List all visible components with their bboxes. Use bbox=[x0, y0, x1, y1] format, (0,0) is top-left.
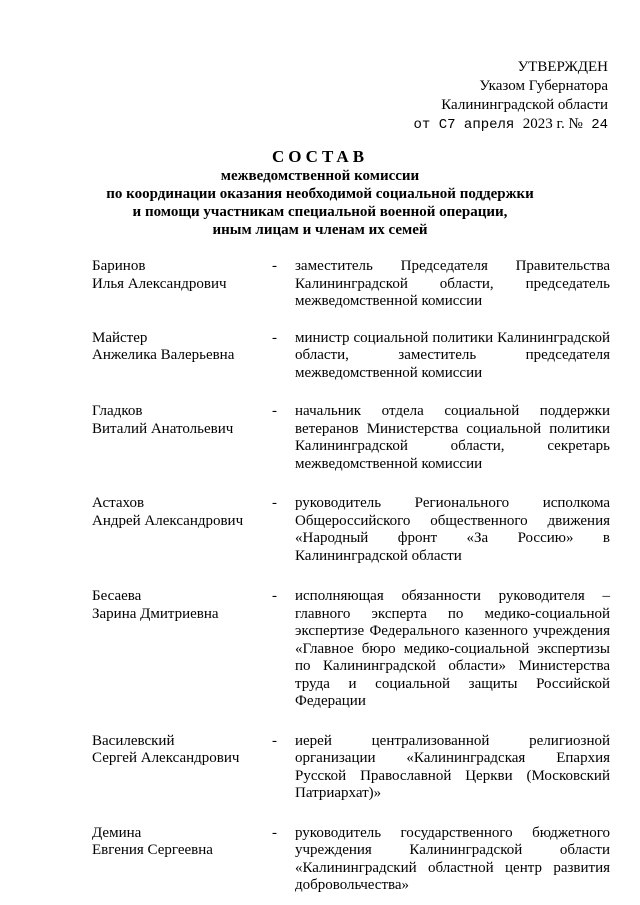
member-surname: Василевский bbox=[92, 732, 175, 749]
member-dash: - bbox=[272, 824, 277, 841]
approval-number: 24 bbox=[591, 117, 608, 133]
member-given-names: Зарина Дмитриевна bbox=[92, 605, 219, 622]
member-name bbox=[92, 733, 272, 803]
member-dash: - bbox=[272, 732, 277, 749]
approval-year: 2023 г. № bbox=[522, 116, 583, 132]
member-dash: - bbox=[272, 495, 277, 511]
member-row bbox=[92, 495, 610, 565]
member-name bbox=[92, 495, 272, 565]
heading-line: и помощи участникам специальной военной операции, bbox=[132, 204, 508, 220]
member-dash: - bbox=[272, 588, 277, 604]
member-dash: - bbox=[272, 329, 277, 346]
approval-date: от С7 апреля bbox=[413, 117, 515, 133]
member-row bbox=[92, 330, 610, 383]
members-list bbox=[92, 258, 610, 895]
member-position: заместитель Председателя Правительства Калининградской области, председатель межведомственной комиссии bbox=[295, 258, 610, 309]
member-position: руководитель государственного бюджетного учреждения Калининградской области «Калининградский областной центр развития добровольчества» bbox=[295, 824, 610, 893]
member-given-names: Сергей Александрович bbox=[92, 750, 240, 766]
member-name bbox=[92, 403, 272, 473]
member-name bbox=[92, 258, 272, 311]
member-row bbox=[92, 825, 610, 895]
document-heading bbox=[60, 147, 580, 239]
heading-line: по координации оказания необходимой социальной поддержки bbox=[106, 186, 534, 202]
member-row bbox=[92, 403, 610, 473]
member-position: исполняющая обязанности руководителя – главного эксперта по медико-социальной экспертизе Федерального казенного учреждения «Главное бюро медико-социальной экспертизы по Калининградской области» Министерства труда и социальной защиты Российской Федерации bbox=[295, 588, 610, 709]
member-dash: - bbox=[272, 403, 277, 419]
approval-date-line bbox=[414, 115, 608, 135]
member-given-names: Андрей Александрович bbox=[92, 512, 244, 529]
member-surname: Баринов bbox=[92, 258, 146, 274]
heading-line: иным лицам и членам их семей bbox=[212, 222, 428, 238]
member-surname: Астахов bbox=[92, 495, 145, 511]
member-position: министр социальной политики Калининградской области, заместитель председателя межведомственной комиссии bbox=[295, 329, 610, 381]
member-name bbox=[92, 330, 272, 383]
approval-region: Калининградской области bbox=[441, 97, 608, 113]
member-position: руководитель Регионального исполкома Общероссийского общественного движения «Народный фронт «За Россию» в Калининградской области bbox=[295, 495, 610, 564]
member-given-names: Илья Александрович bbox=[92, 275, 227, 292]
member-surname: Майстер bbox=[92, 329, 148, 346]
heading-line: межведомственной комиссии bbox=[220, 168, 420, 184]
member-position: иерей централизованной религиозной организации «Калининградская Епархия Русской Православной Церкви (Московский Патриархат)» bbox=[295, 732, 610, 801]
member-row bbox=[92, 588, 610, 711]
member-surname: Демина bbox=[92, 824, 142, 841]
member-name bbox=[92, 588, 272, 711]
member-given-names: Анжелика Валерьевна bbox=[92, 347, 235, 363]
member-given-names: Виталий Анатольевич bbox=[92, 420, 234, 437]
approval-decree: Указом Губернатора bbox=[479, 78, 608, 94]
member-row bbox=[92, 733, 610, 803]
document-title: СОСТАВ bbox=[271, 147, 369, 166]
member-surname: Бесаева bbox=[92, 588, 142, 604]
member-row bbox=[92, 258, 610, 311]
member-dash: - bbox=[272, 258, 277, 274]
member-given-names: Евгения Сергеевна bbox=[92, 842, 213, 858]
member-position: начальник отдела социальной поддержки ветеранов Министерства социальной политики Калининградской области, секретарь межведомственной комиссии bbox=[295, 403, 610, 472]
member-name bbox=[92, 825, 272, 895]
approval-block bbox=[414, 58, 608, 135]
member-surname: Гладков bbox=[92, 403, 143, 419]
approval-status: УТВЕРЖДЕН bbox=[517, 59, 608, 75]
